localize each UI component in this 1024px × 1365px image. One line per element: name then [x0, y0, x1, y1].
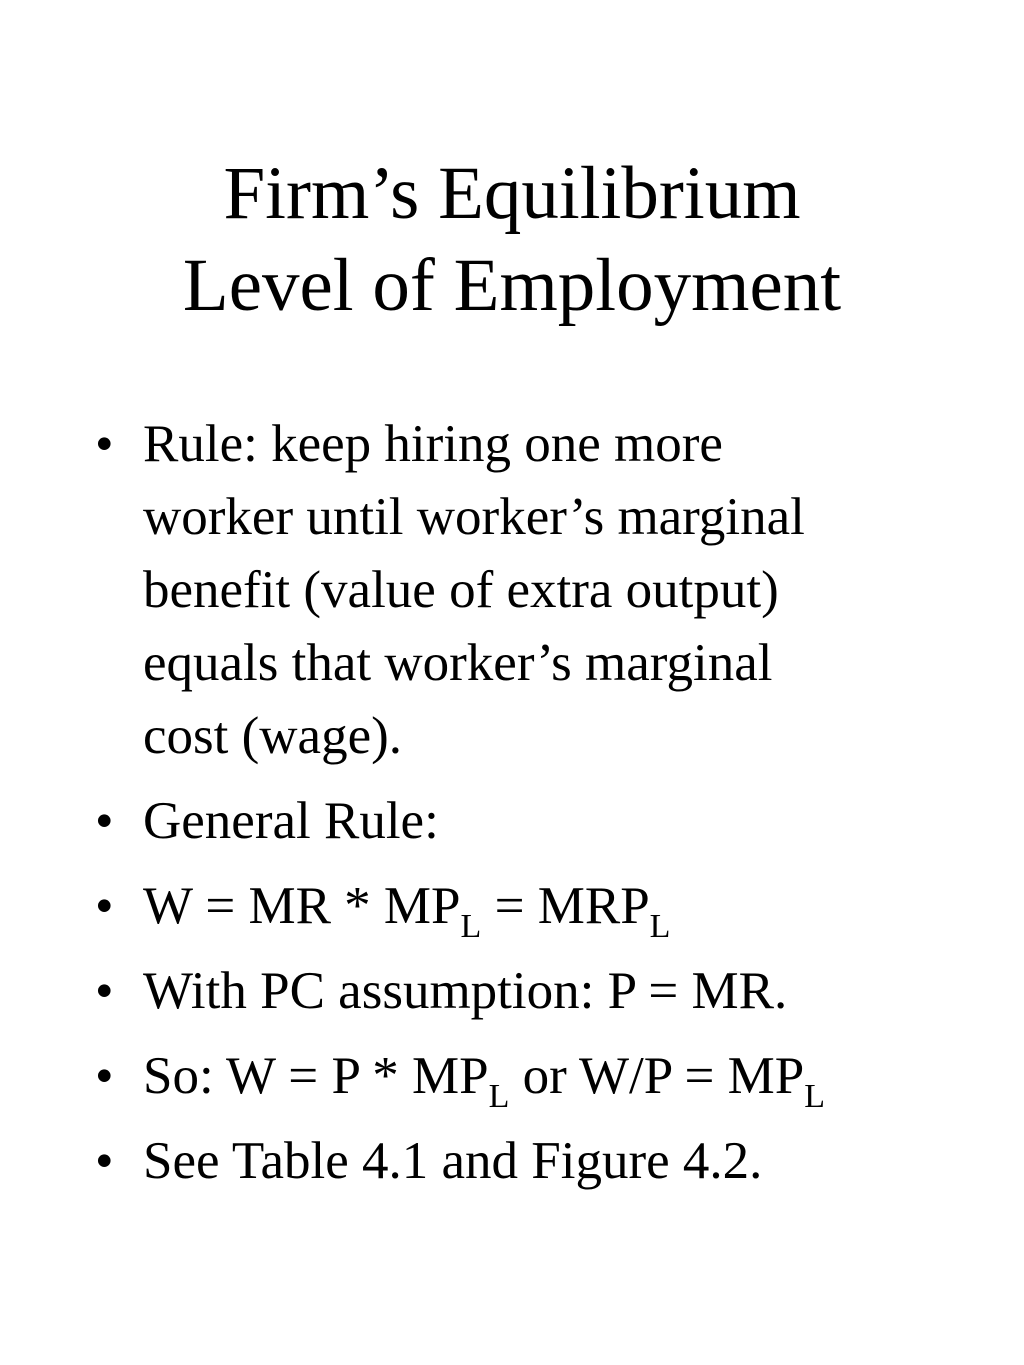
bullet-marker: •: [95, 962, 114, 1020]
rule-line-2: worker until worker’s marginal: [143, 488, 805, 546]
bullet-marker: •: [95, 792, 114, 850]
bullet-see-table: [95, 1125, 975, 1198]
title-line-1: Firm’s Equilibrium: [223, 152, 801, 235]
pc-assumption-text: With PC assumption: P = MR.: [143, 962, 788, 1020]
bullet-pc-assumption: [95, 955, 975, 1028]
bullet-marker: •: [95, 1132, 114, 1190]
formula-2-subscript-2: L: [804, 1078, 826, 1115]
formula-2-part-a: So: W = P * MP: [143, 1047, 489, 1105]
formula-1-subscript-1: L: [460, 908, 482, 945]
title-line-2: Level of Employment: [182, 244, 842, 327]
bullet-formula-1: [95, 870, 975, 943]
formula-2-part-b: or W/P = MP: [509, 1047, 805, 1105]
bullet-marker: •: [95, 877, 114, 935]
bullet-formula-2: [95, 1040, 975, 1113]
general-rule-text: General Rule:: [143, 792, 439, 850]
rule-line-1: Rule: keep hiring one more: [143, 415, 723, 473]
rule-line-5: cost (wage).: [143, 707, 402, 765]
formula-1-part-a: W = MR * MP: [143, 877, 461, 935]
see-table-text: See Table 4.1 and Figure 4.2.: [143, 1132, 763, 1190]
slide-title: [0, 148, 1024, 332]
formula-2-subscript-1: L: [488, 1078, 510, 1115]
rule-line-4: equals that worker’s marginal: [143, 634, 773, 692]
formula-1-subscript-2: L: [649, 908, 671, 945]
bullet-general-rule: [95, 785, 975, 858]
bullet-rule: [95, 408, 975, 773]
formula-1-part-b: = MRP: [481, 877, 650, 935]
rule-line-3: benefit (value of extra output): [143, 561, 779, 619]
bullet-marker: •: [95, 415, 114, 473]
bullet-list: [95, 408, 975, 1210]
bullet-marker: •: [95, 1047, 114, 1105]
